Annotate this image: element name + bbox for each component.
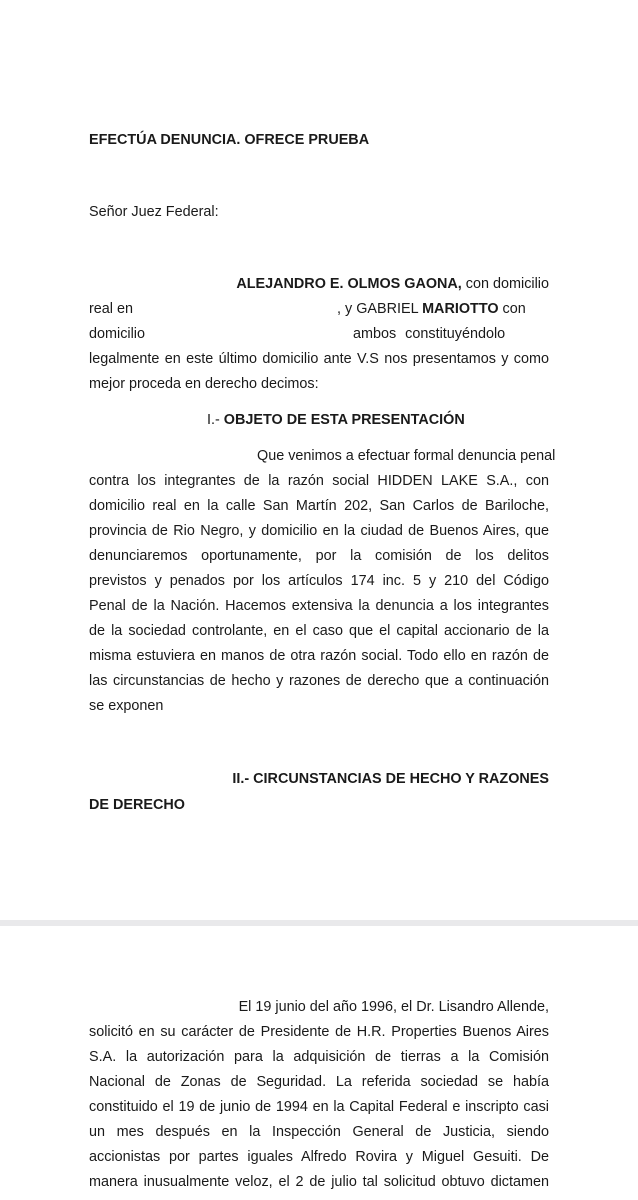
- section-2-heading-cont: DE DERECHO: [89, 797, 185, 813]
- intro-line-2: real en , y GABRIEL MARIOTTO con: [89, 301, 526, 317]
- salutation: Señor Juez Federal:: [89, 204, 219, 220]
- page-2-line: El 19 junio del año 1996, el Dr. Lisandro Allende,: [238, 999, 549, 1015]
- section-1-line: contra los integrantes de la razón social HIDDEN LAKE S.A., con: [89, 473, 549, 489]
- page-2-line: un mes después en la Inspección General de Justicia, siendo: [89, 1124, 549, 1140]
- section-1-line: provincia de Rio Negro, y domicilio en la ciudad de Buenos Aires, que: [89, 523, 549, 539]
- section-1-line: las circunstancias de hecho y razones de derecho que a continuación: [89, 673, 549, 689]
- section-1-line: de la sociedad controlante, en el caso que el capital accionario de la: [89, 623, 549, 639]
- intro-line-3: domicilio ambos constituyéndolo: [89, 326, 506, 342]
- section-1-heading: I.- OBJETO DE ESTA PRESENTACIÓN: [207, 412, 465, 428]
- complainant-name-2: MARIOTTO: [422, 301, 499, 317]
- section-1-line: Que venimos a efectuar formal denuncia penal: [257, 448, 556, 464]
- section-1-line: se exponen: [89, 698, 164, 714]
- section-1-line: Penal de la Nación. Hacemos extensiva la denuncia a los integrantes: [89, 598, 549, 614]
- intro-line-5: mejor proceda en derecho decimos:: [89, 376, 319, 392]
- section-1-line: domicilio real en la calle San Martín 202, San Carlos de Bariloche,: [89, 498, 549, 514]
- page-2-line: Nacional de Zonas de Seguridad. La referida sociedad se había: [89, 1074, 549, 1090]
- redacted-address-2: [149, 326, 349, 342]
- complainant-name-1: ALEJANDRO E. OLMOS GAONA,: [236, 276, 462, 292]
- section-2-heading: II.- CIRCUNSTANCIAS DE HECHO Y RAZONES: [232, 771, 549, 787]
- page-2-line: manera inusualmente veloz, el 2 de julio tal solicitud obtuvo dictamen: [89, 1174, 549, 1190]
- document-title: EFECTÚA DENUNCIA. OFRECE PRUEBA: [89, 132, 370, 148]
- section-1-line: denunciaremos oportunamente, por la comisión de los delitos: [89, 548, 549, 564]
- intro-line-1: ALEJANDRO E. OLMOS GAONA, con domicilio: [236, 276, 549, 292]
- page-2-line: S.A. la autorización para la adquisición de tierras a la Comisión: [89, 1049, 549, 1065]
- page-2-line: accionistas por partes iguales Alfredo Rovira y Miguel Gesuiti. De: [89, 1149, 549, 1165]
- intro-line-4: legalmente en este último domicilio ante V.S nos presentamos y como: [89, 351, 549, 367]
- redacted-address-1: [137, 301, 333, 317]
- section-1-line: previstos y penados por los artículos 174 inc. 5 y 210 del Código: [89, 573, 549, 589]
- section-1-line: misma estuviera en manos de otra razón social. Todo ello en razón de: [89, 648, 549, 664]
- page-2-line: solicitó en su carácter de Presidente de H.R. Properties Buenos Aires: [89, 1024, 549, 1040]
- document-page-2: [0, 926, 638, 1200]
- page-2-line: constituido el 19 de junio de 1994 en la Capital Federal e inscripto casi: [89, 1099, 549, 1115]
